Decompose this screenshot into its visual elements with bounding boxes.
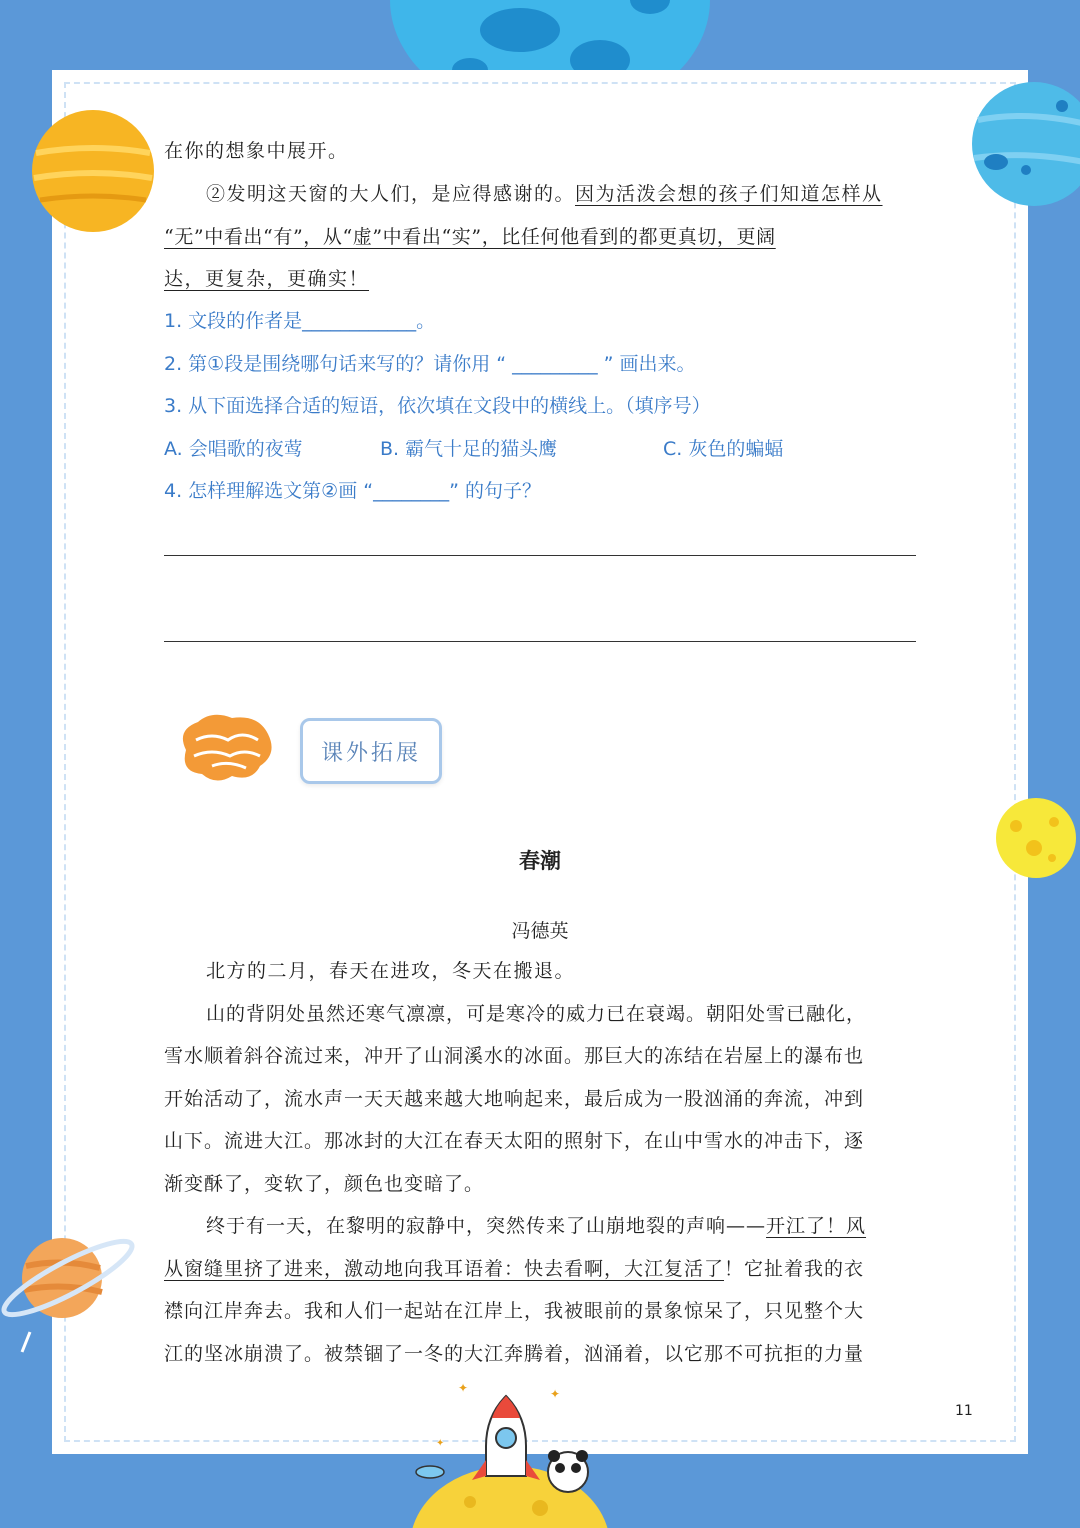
passage-text-plain: ②发明这天窗的大人们，是应得感谢的。 (206, 183, 576, 205)
passage-line: 在你的想象中展开。 (164, 140, 349, 162)
passage-paragraph-2-line-1 (164, 173, 916, 215)
reading-line: 雪水顺着斜谷流过来，冲开了山洞溪水的冰面。那巨大的冻结在岩屋上的瀑布也 (164, 1045, 865, 1067)
reading-paragraph-3-line-2 (164, 1248, 916, 1290)
page-number: 11 (955, 1403, 973, 1419)
svg-text:✦: ✦ (458, 1381, 469, 1395)
reading-text: 山的背阴处虽然还寒气凛凛，可是寒冷的威力已在衰竭。朝阳处雪已融化， (206, 1003, 867, 1025)
question-3: 3. 从下面选择合适的短语，依次填在文段中的横线上。（填序号） (164, 395, 711, 417)
rocket-panda-icon (400, 1376, 620, 1528)
reading-line: 襟向江岸奔去。我和人们一起站在江岸上，我被眼前的景象惊呆了，只见整个大 (164, 1300, 865, 1322)
svg-text:✦: ✦ (550, 1387, 561, 1401)
reading-line: 渐变酥了，变软了，颜色也变暗了。 (164, 1173, 485, 1195)
question-4: 4. 怎样理解选文第②画 “________” 的句子？ (164, 480, 541, 502)
svg-text:✦: ✦ (436, 1438, 445, 1449)
underlined-sentence: 达，更复杂，更确实！ (164, 268, 370, 290)
option-a: A. 会唱歌的夜莺 (164, 438, 303, 460)
option-b: B. 霸气十足的猫头鹰 (380, 438, 558, 460)
answer-line-2[interactable] (164, 641, 916, 642)
reading-line: 山下。流进大江。那冰封的大江在春天太阳的照射下，在山中雪水的冲击下，逐 (164, 1130, 865, 1152)
question-2: 2. 第①段是围绕哪句话来写的？请你用 “ _________ ” 画出来。 (164, 353, 696, 375)
passage-paragraph-2-line-3 (164, 258, 916, 300)
reading-paragraph-2-line-1 (164, 993, 916, 1035)
underlined-sentence: 因为活泼会想的孩子们知道怎样从 (575, 183, 883, 205)
reading-text: 北方的二月，春天在进攻，冬天在搬退。 (206, 960, 576, 982)
section-label-extracurricular: 课外拓展 (300, 718, 442, 784)
reading-text: ！它扯着我的衣 (724, 1258, 865, 1280)
option-c: C. 灰色的蝙蝠 (663, 438, 784, 460)
answer-line-1[interactable] (164, 555, 916, 556)
reading-author: 冯德英 (511, 920, 569, 942)
reading-line: 开始活动了，流水声一天天越来越大地响起来，最后成为一股汹涌的奔流，冲到 (164, 1088, 865, 1110)
ringed-planet-icon (0, 1232, 140, 1362)
blue-planet-right-icon (970, 80, 1080, 208)
underlined-sentence: “无”中看出“有”，从“虚”中看出“实”，比任何他看到的都更真切，更阔 (164, 226, 776, 248)
underlined-sentence: 开江了！风 (766, 1215, 867, 1237)
reading-paragraph-3-line-1 (164, 1205, 916, 1247)
question-1: 1. 文段的作者是____________。 (164, 310, 436, 332)
reading-paragraph-1 (164, 950, 916, 992)
underlined-sentence: 从窗缝里挤了进来，激动地向我耳语着：快去看啊，大江复活了 (164, 1258, 725, 1280)
brain-icon (172, 710, 276, 786)
reading-text: 终于有一天，在黎明的寂静中，突然传来了山崩地裂的声响—— (206, 1215, 767, 1237)
orange-planet-icon (30, 108, 156, 234)
reading-title: 春潮 (519, 848, 561, 873)
reading-line: 江的坚冰崩溃了。被禁锢了一冬的大江奔腾着，汹涌着，以它那不可抗拒的力量 (164, 1343, 865, 1365)
